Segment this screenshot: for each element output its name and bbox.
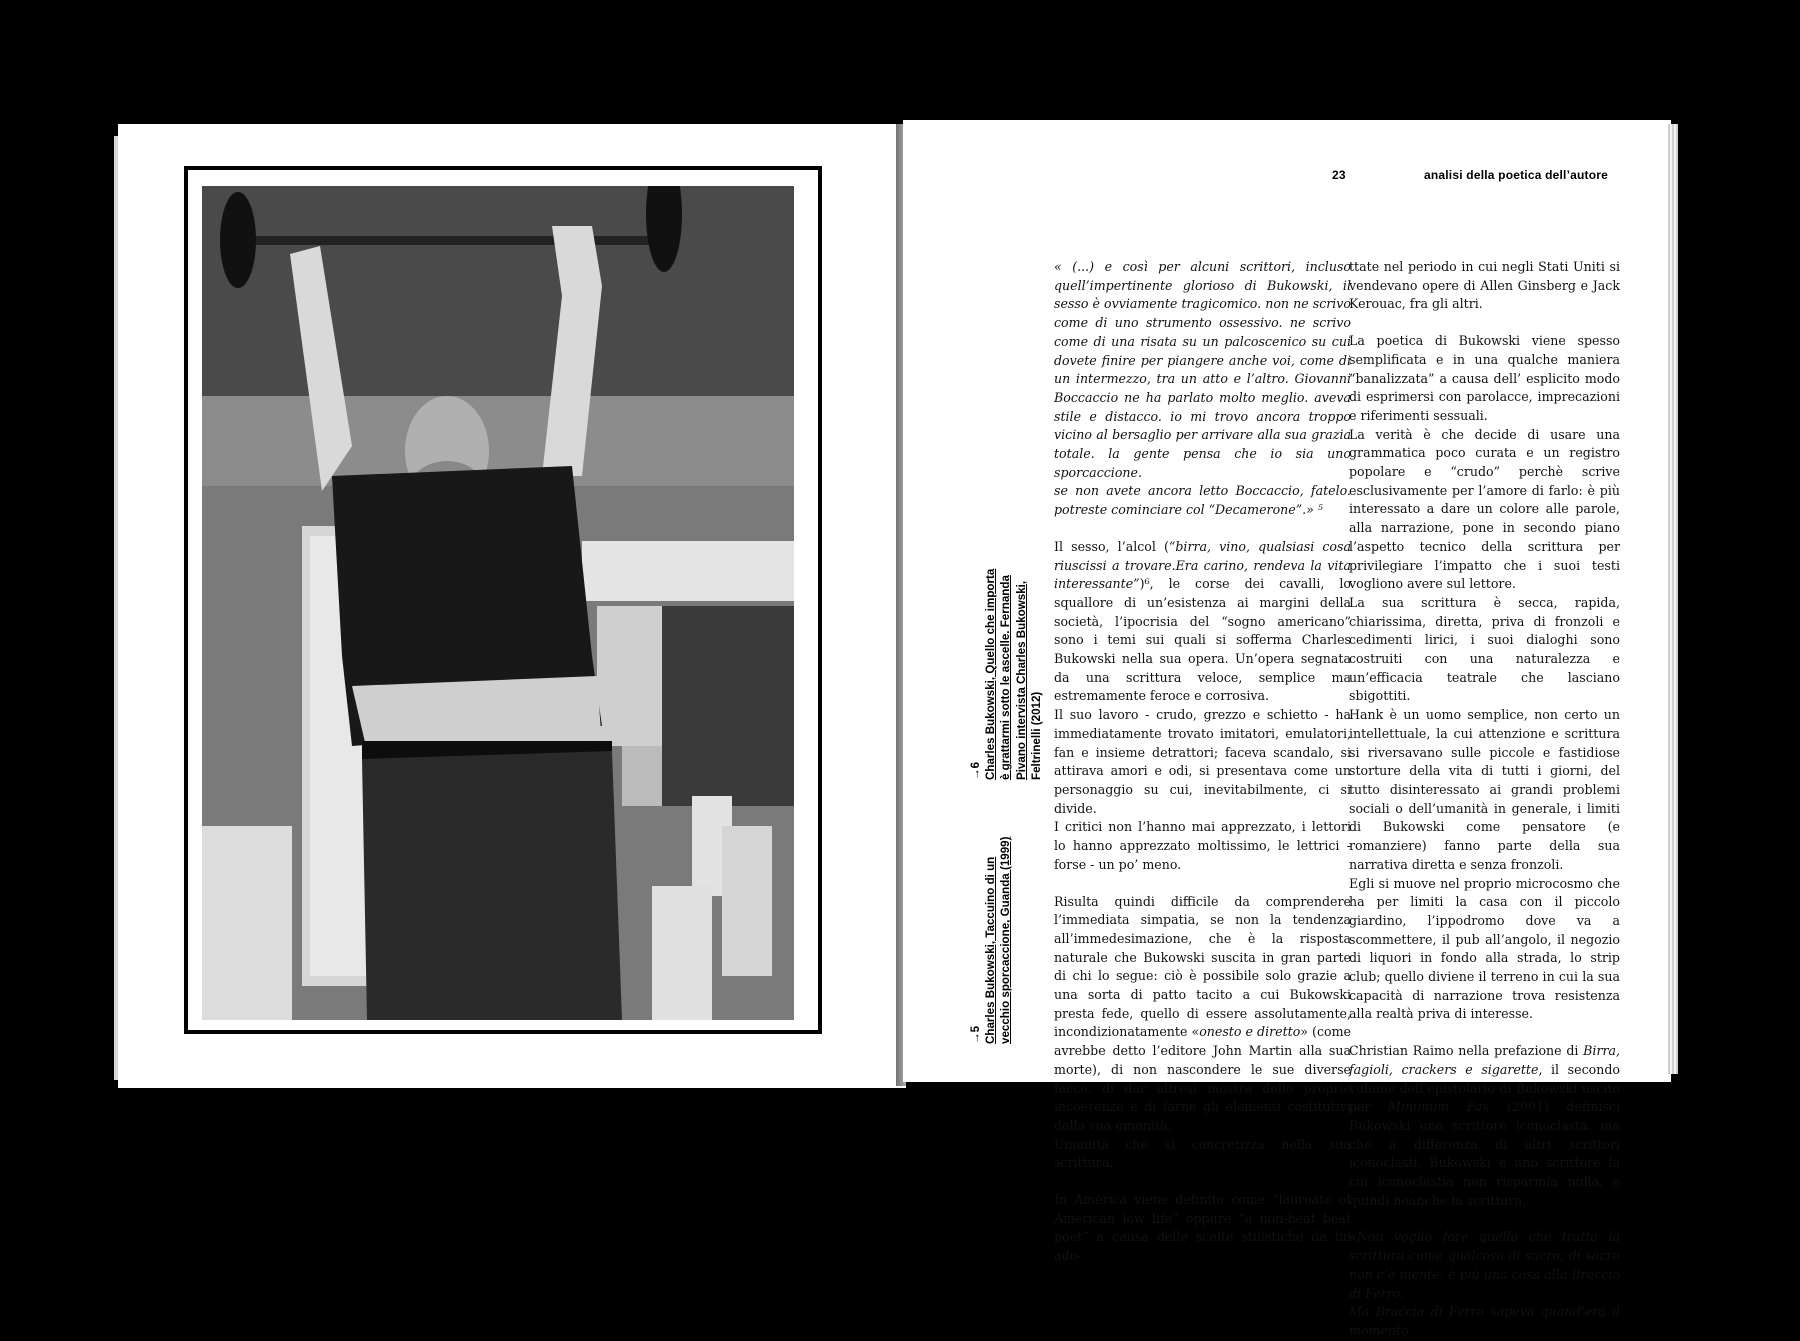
body-text: » (come avrebbe detto l’editore John Martin alla sua morte), di non nascondere le sue diverse facce, di dar altresì mostra delle proprie incoerenze e di farne gli elementi costitutivi della sua umanità. xyxy=(1054,1024,1352,1133)
body-text: (2001) definisci Bukowski uno scrittore iconoclasta, ma che a differenza di altri scrittori iconoclasti, Bukowski è uno scrittore la cui iconoclastia non risparmia nulla, e quindi neanche la scrittura. xyxy=(1349,1099,1620,1208)
bukowski-photo xyxy=(202,186,794,1020)
body-column-1 xyxy=(1054,258,1351,1284)
body-paragraph: La verità è che decide di usare una grammatica poco curata e un registro popolare e “crudo” perchè scrive esclusivamente per l’amore di farlo: è più interessato a dare un colore alle parole, alla narrazione, pone in secondo piano l’aspetto tecnico della scrittura per privilegiare l’impatto che i suoi testi vogliono avere sul lettore. xyxy=(1349,426,1620,592)
body-paragraph: ttate nel periodo in cui negli Stati Uniti si vendevano opere di Allen Ginsberg e Jack Kerouac, fra gli altri. xyxy=(1349,259,1620,312)
body-paragraph xyxy=(1054,893,1351,1136)
body-paragraph: Umanità che si concretizza nella sua scrittura. xyxy=(1054,1136,1351,1171)
footnote-6-line4: Feltrinelli (2012) xyxy=(1029,691,1043,780)
photo-icon xyxy=(202,186,794,1020)
inline-quote: onesto e diretto xyxy=(1199,1024,1301,1040)
footnote-5 xyxy=(968,837,1014,1044)
footnote-6 xyxy=(968,569,1044,780)
footnote-5-line1: Charles Bukowski, Taccuino di un xyxy=(984,856,998,1044)
footnote-5-line2: vecchio sporcaccione, Guanda (1999) xyxy=(999,836,1013,1044)
body-paragraph: Egli si muove nel proprio microcosmo che ha per limiti la casa con il piccolo giardino, l’ippodromo dove va a scommettere, il pub all’angolo, il negozio di liquori in fondo alla strada, lo strip club; quello diviene il terreno in cui la sua capacità di narrazione trova resistenza alla realtà priva di interesse. xyxy=(1349,875,1620,1022)
publisher-name: Minimum Fax xyxy=(1388,1099,1490,1115)
footnote-6-line2: è grattarmi sotto le ascelle. Fernanda xyxy=(999,575,1013,780)
body-text: Christian Raimo nella prefazione di xyxy=(1349,1043,1584,1059)
body-text: , il secondo volume dell’epistolario di Bukowski uscito per xyxy=(1349,1061,1620,1115)
footnote-6-number: →6 xyxy=(969,761,982,780)
body-paragraph: In America viene definito come “laureate of American low life” oppure “a non-beat beat poet” a causa delle scelte stilistiche da lui ado- xyxy=(1054,1192,1351,1264)
inline-quote: “birra, vino, qualsiasi cosa riuscissi a trovare.Era carino, rendeva la vita interessante” xyxy=(1054,538,1351,592)
quote-paragraph-end: Ma Braccio di Ferro sapeva quand’era il momento xyxy=(1349,1304,1620,1338)
body-paragraph: Hank è un uomo semplice, non certo un intellettuale, la cui attenzione e scrittura si riversavano sulle piccole e fastidiose storture della vita di tutti i giorni, del tutto disinteressato ai grandi problemi sociali o dell’umanità in generale, i limiti di Bukowski come pensatore (e romanziere) fanno parte della sua narrativa diretta e senza fronzoli. xyxy=(1349,707,1620,872)
body-paragraph: La poetica di Bukowski viene spesso semplificata e in una qualche maniera “banalizzata” a causa dell’ esplicito modo di esprimersi con parolacce, imprecazioni e riferimenti sessuali. xyxy=(1349,333,1620,423)
footnote-6-line1: Charles Bukowski, Quello che importa xyxy=(984,568,998,780)
body-paragraph: I critici non l’hanno mai apprezzato, i lettori lo hanno apprezzato moltissimo, le lettrici - forse - un po’ meno. xyxy=(1054,819,1351,872)
book-title: Birra, fagioli, crackers e sigarette xyxy=(1349,1043,1620,1077)
body-text: Il sesso, l’alcol ( xyxy=(1054,538,1169,554)
body-text: )⁶, le corse dei cavalli, lo squallore di un’esistenza ai margini della società, l’ipocrisia del “sogno americano” sono i temi sui quali si sofferma Charles Bukowski nella sua opera. Un’opera segnata da una scrittura veloce, semplice ma estremamente feroce e corrosiva. xyxy=(1054,576,1351,704)
body-column-2 xyxy=(1349,258,1620,1341)
body-paragraph: Il suo lavoro - crudo, grezzo e schietto - ha immediatamente trovato imitatori, emulatori, fan e insieme detrattori; faceva scandalo, si attirava amori e odi, si presentava come un personaggio su cui, inevitabilmente, ci si divide. xyxy=(1054,707,1351,816)
body-text: Risulta quindi difficile da comprendere l’immediata simpatia, se non la tendenza all’immedesimazione, che è la risposta naturale che Bukowski suscita in gran parte di chi lo segue: ciò è possibile solo grazie a una sorta di patto tacito a cui Bukowski presta fede, quello di essere assolutamente, incondizionatamente « xyxy=(1054,893,1351,1040)
footnote-6-line3: Pivano intervista Charles Bukowski, xyxy=(1014,580,1028,780)
body-paragraph xyxy=(1349,1042,1620,1210)
body-paragraph xyxy=(1054,538,1351,706)
footnote-5-number: →5 xyxy=(969,1025,982,1044)
running-header: analisi della poetica dell’autore xyxy=(1424,168,1608,182)
quote-paragraph-end: se non avete ancora letto Boccaccio, fatelo. potreste cominciare col “Decamerone”.» ⁵ xyxy=(1054,483,1351,518)
page-number: 23 xyxy=(1332,168,1346,182)
body-paragraph: La sua scrittura è secca, rapida, chiarissima, diretta, priva di fronzoli e cedimenti lirici, i suoi dialoghi sono costruiti con una naturalezza e un’efficacia teatrale che lasciano sbigottiti. xyxy=(1349,594,1620,704)
quote-paragraph: «Non voglio fare quello che tratta la scrittura come qualcosa di sacro; di sacro non c’è niente. è più una cosa alla Braccio di Ferro. xyxy=(1349,1229,1620,1301)
right-page-edge xyxy=(1668,124,1678,1074)
quote-paragraph: « (...) e così per alcuni scrittori, incluso quell’impertinente glorioso di Bukowski, il sesso è ovviamente tragicomico. non ne scrivo come di uno strumento ossessivo. ne scrivo come di una risata su un palcoscenico su cui dovete finire per piangere anche voi, come di un intermezzo, tra un atto e l’altro. Giovanni Boccaccio ne ha parlato molto meglio. aveva stile e distacco. io mi trovo ancora troppo vicino al bersaglio per arrivare alla sua grazia totale. la gente pensa che io sia uno sporcaccione. xyxy=(1054,259,1351,480)
